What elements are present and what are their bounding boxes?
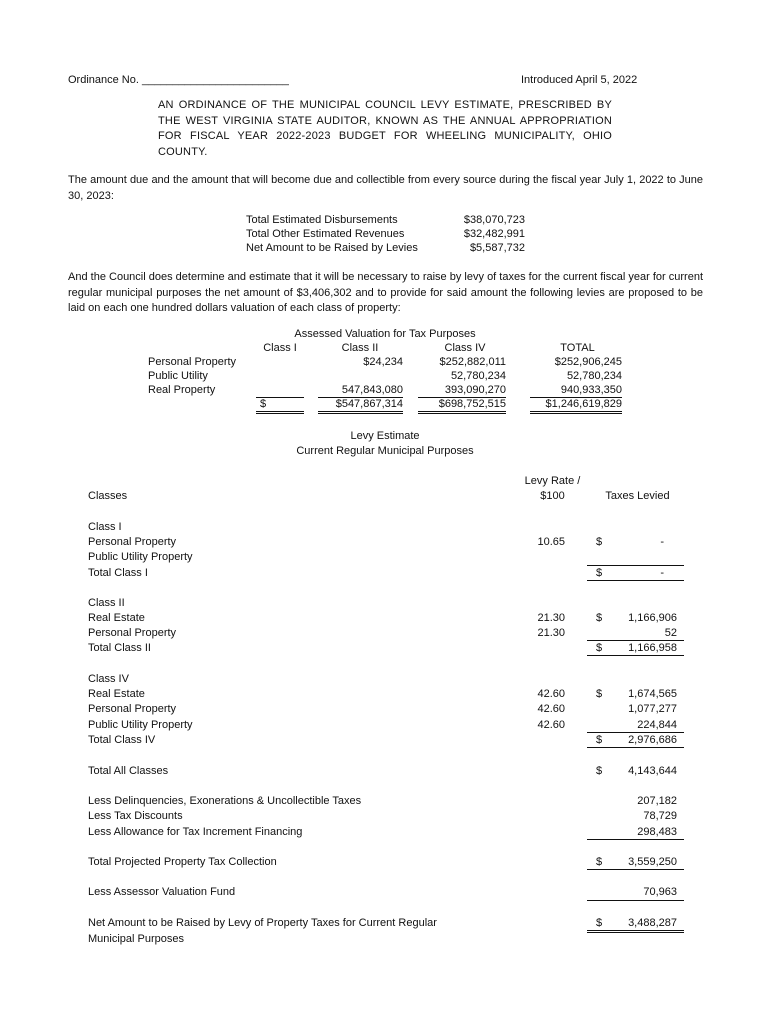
class4-personal-rate: 42.60 — [537, 703, 565, 715]
valuation-class1-underline — [256, 383, 304, 398]
class2-total-dollar: $ — [596, 642, 603, 654]
class4-real-rate: 42.60 — [537, 688, 565, 700]
summary-label: Total Other Estimated Revenues — [246, 228, 405, 240]
class4-real: Real Estate — [88, 688, 145, 700]
less-discounts-value: 78,729 — [643, 810, 677, 822]
valuation-cell: 52,780,234 — [450, 370, 506, 382]
class2-personal-rate: 21.30 — [537, 627, 565, 639]
projected-value: 3,559,250 — [628, 856, 677, 868]
class2-personal-value: 52 — [664, 627, 677, 639]
class4-heading: Class IV — [88, 673, 129, 685]
valuation-total: $698,752,515 — [418, 397, 506, 414]
class4-real-dollar: $ — [596, 688, 603, 700]
valuation-cell: 547,843,080 — [318, 383, 403, 398]
less-tif-label: Less Allowance for Tax Increment Financing — [88, 826, 303, 838]
assessor-value: 70,963 — [643, 886, 677, 898]
valuation-cell: $252,906,245 — [554, 356, 622, 368]
class4-real-value: 1,674,565 — [628, 688, 677, 700]
class4-utility-value: 224,844 — [637, 719, 677, 731]
levy-col-taxes: Taxes Levied — [605, 490, 670, 502]
class4-total-label: Total Class IV — [88, 734, 156, 746]
class1-utility: Public Utility Property — [88, 551, 193, 563]
class1-heading: Class I — [88, 521, 122, 533]
valuation-cell: 940,933,350 — [530, 383, 622, 398]
valuation-total: $ — [256, 397, 304, 414]
class2-personal: Personal Property — [88, 627, 177, 639]
valuation-cell: $24,234 — [363, 356, 403, 368]
valuation-total: $1,246,619,829 — [530, 397, 622, 414]
class2-real: Real Estate — [88, 612, 145, 624]
class1-personal-rate: 10.65 — [537, 536, 565, 548]
class2-real-rate: 21.30 — [537, 612, 565, 624]
valuation-row-label: Public Utility — [148, 370, 208, 382]
summary-value: $38,070,723 — [463, 214, 525, 226]
class2-total-value: 1,166,958 — [628, 642, 677, 654]
class1-total-dollar: $ — [596, 567, 603, 579]
valuation-header-total: TOTAL — [560, 342, 595, 354]
levy-col-rate-unit: $100 — [540, 490, 565, 502]
class1-personal-value: - — [660, 536, 664, 548]
valuation-total: $547,867,314 — [318, 397, 403, 414]
class2-heading: Class II — [88, 597, 125, 609]
projected-dollar: $ — [596, 856, 603, 868]
assessor-underline — [587, 900, 684, 901]
class4-total-value: 2,976,686 — [628, 734, 677, 746]
class4-utility-rate: 42.60 — [537, 719, 565, 731]
net-value: 3,488,287 — [628, 917, 677, 929]
summary-label: Total Estimated Disbursements — [246, 214, 398, 226]
class2-real-dollar: $ — [596, 612, 603, 624]
all-classes-value: 4,143,644 — [628, 765, 677, 777]
net-label: Net Amount to be Raised by Levy of Property Taxes for Current Regular — [88, 917, 437, 929]
class4-utility: Public Utility Property — [88, 719, 193, 731]
summary-value: $32,482,991 — [463, 228, 525, 240]
valuation-cell: $252,882,011 — [439, 356, 506, 368]
introduced-date: Introduced April 5, 2022 — [521, 74, 638, 86]
class2-real-value: 1,166,906 — [628, 612, 677, 624]
valuation-cell: 393,090,270 — [418, 383, 506, 398]
intro-paragraph: The amount due and the amount that will become due and collectible from every source during the fiscal year July 1, 2022 to June 30, 2023: — [68, 174, 703, 202]
class1-personal-dollar: $ — [596, 536, 603, 548]
net-double-underline — [587, 930, 684, 933]
net-label-cont: Municipal Purposes — [88, 933, 184, 945]
levy-col-rate: Levy Rate / — [524, 475, 581, 487]
class4-total-dollar: $ — [596, 734, 603, 746]
less-tif-value: 298,483 — [637, 826, 677, 838]
all-classes-dollar: $ — [596, 765, 603, 777]
valuation-row-label: Personal Property — [148, 356, 237, 368]
less-delinquencies-value: 207,182 — [637, 795, 677, 807]
valuation-title: Assessed Valuation for Tax Purposes — [294, 328, 476, 340]
ordinance-title: AN ORDINANCE OF THE MUNICIPAL COUNCIL LEVY ESTIMATE, PRESCRIBED BY THE WEST VIRGINIA STATE AUDITOR, KNOWN AS THE ANNUAL APPROPRIATION FOR FISCAL YEAR 2022-2023 BUDGET FOR WHEELING MUNICIPALITY, OHIO COUNTY. — [158, 99, 612, 158]
class2-total-label: Total Class II — [88, 642, 151, 654]
levy-col-classes: Classes — [88, 490, 128, 502]
class4-personal: Personal Property — [88, 703, 177, 715]
council-paragraph: And the Council does determine and estimate that it will be necessary to raise by levy of taxes for the current fiscal year for current regular municipal purposes the net amount of $3,406,302 and to provide for said amount the following levies are proposed to be laid on each one hundred dollars valuation of each class of property: — [68, 271, 703, 314]
deductions-underline — [587, 839, 684, 840]
summary-label: Net Amount to be Raised by Levies — [246, 242, 418, 254]
valuation-header-class1: Class I — [263, 342, 297, 354]
valuation-header-class2: Class II — [341, 342, 379, 354]
valuation-cell: 52,780,234 — [566, 370, 622, 382]
levy-subtitle: Current Regular Municipal Purposes — [296, 445, 474, 457]
valuation-header-class4: Class IV — [444, 342, 486, 354]
ordinance-number: Ordinance No. ________________________ — [68, 74, 289, 86]
less-delinquencies-label: Less Delinquencies, Exonerations & Uncollectible Taxes — [88, 795, 362, 807]
class1-personal: Personal Property — [88, 536, 177, 548]
assessor-label: Less Assessor Valuation Fund — [88, 886, 236, 898]
valuation-row-label: Real Property — [148, 384, 216, 396]
projected-underline — [587, 869, 684, 870]
class1-total-label: Total Class I — [88, 567, 148, 579]
less-discounts-label: Less Tax Discounts — [88, 810, 183, 822]
summary-value: $5,587,732 — [469, 242, 525, 254]
all-classes-label: Total All Classes — [88, 765, 169, 777]
net-dollar: $ — [596, 917, 603, 929]
levy-title: Levy Estimate — [350, 430, 420, 442]
class1-total-value: - — [660, 567, 664, 579]
class4-personal-value: 1,077,277 — [628, 703, 677, 715]
projected-label: Total Projected Property Tax Collection — [88, 856, 277, 868]
